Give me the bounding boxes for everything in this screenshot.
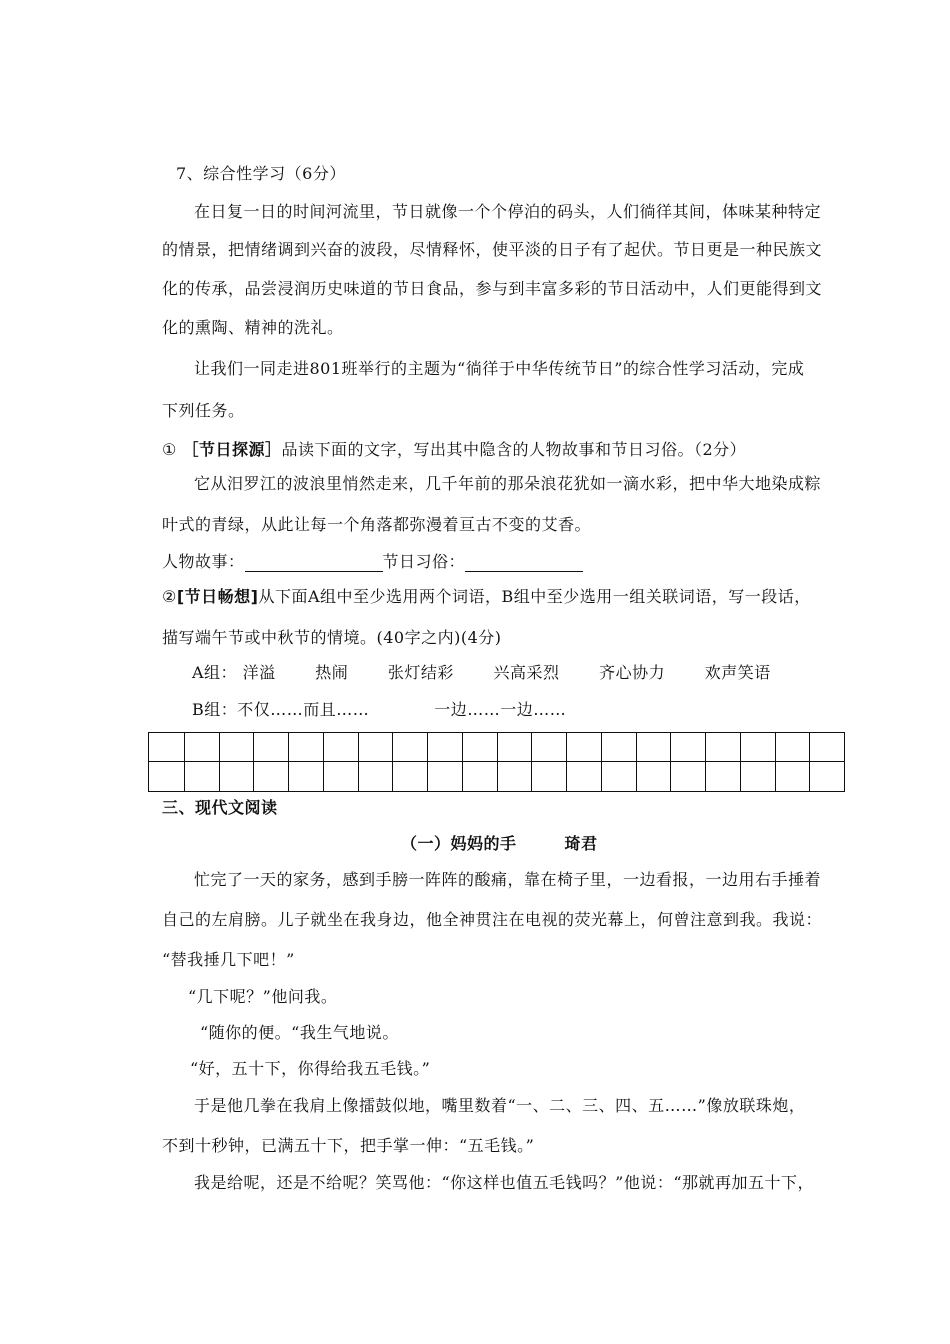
story-blank[interactable] — [245, 555, 383, 572]
group-b-pair: 一边……一边…… — [434, 700, 567, 719]
task1-quote-line2: 叶式的青绿，从此让每一个角落都弥漫着亘古不变的艾香。 — [162, 515, 592, 534]
article-line-8: 不到十秒钟，已满五十下，把手掌一伸：“五毛钱。” — [162, 1136, 535, 1155]
article-line-5: “随你的便。“我生气地说。 — [200, 1023, 399, 1042]
task2-prefix: ② — [162, 587, 177, 606]
q7-para1-line2: 的情景，把情绪调到兴奋的波段，尽情释怀，使平淡的日子有了起伏。节日更是一种民族文 — [162, 240, 823, 259]
article-author: 琦君 — [564, 834, 598, 853]
task1-text: 品读下面的文字，写出其中隐含的人物故事和节日习俗。（2分） — [281, 440, 747, 459]
article-line-3: “替我捶几下吧！” — [162, 950, 295, 969]
q7-para1-line4: 化的熏陶、精神的洗礼。 — [162, 318, 344, 337]
group-a-label: A组： — [192, 663, 238, 682]
group-a-word: 兴高采烈 — [493, 663, 560, 682]
group-a-word: 张灯结彩 — [387, 663, 454, 682]
q7-heading: 7、综合性学习（6分） — [176, 164, 346, 183]
article-line-6: “好，五十下，你得给我五毛钱。” — [190, 1059, 431, 1078]
q7-para1-line3: 化的传承，品尝浸润历史味道的节日食品，参与到丰富多彩的节日活动中，人们更能得到文 — [162, 279, 823, 298]
article-line-7: 于是他几拳在我肩上像擂鼓似地，嘴里数着“一、二、三、四、五……”像放联珠炮， — [194, 1096, 806, 1115]
task1-answer-row — [162, 552, 583, 572]
writing-grid-lines — [149, 733, 844, 791]
task2-instruction — [162, 587, 811, 607]
q7-para2-line2: 下列任务。 — [162, 401, 245, 420]
q7-para2-line1: 让我们一同走进801班举行的主题为“徜徉于中华传统节日”的综合性学习活动，完成 — [194, 359, 805, 378]
group-b — [192, 700, 566, 720]
group-b-label: B组： — [192, 700, 238, 719]
task1-tag: ［节日探源］ — [182, 440, 282, 459]
article-title-row — [401, 834, 598, 854]
task2-text: 从下面A组中至少选用两个词语，B组中至少选用一组关联词语，写一段话， — [258, 587, 811, 606]
task2-instruction-line2: 描写端午节或中秋节的情境。(40字之内)(4分) — [162, 628, 502, 647]
group-b-pair: 不仅……而且…… — [237, 700, 370, 719]
task2-tag: [节日畅想] — [176, 587, 259, 606]
article-line-2: 自己的左肩膀。儿子就坐在我身边，他全神贯注在电视的荧光幕上，何曾注意到我。我说： — [162, 910, 823, 929]
writing-grid[interactable] — [148, 732, 845, 792]
q7-para1-line1: 在日复一日的时间河流里，节日就像一个个停泊的码头，人们徜徉其间，体味某种特定 — [194, 202, 822, 221]
section3-heading: 三、现代文阅读 — [162, 798, 278, 817]
group-a-word: 热闹 — [315, 663, 349, 682]
task1-quote-line1: 它从汨罗江的波浪里悄然走来，几千年前的那朵浪花犹如一滴水彩，把中华大地染成粽 — [194, 474, 822, 493]
article-line-4: “几下呢？”他问我。 — [188, 987, 338, 1006]
article-title: （一）妈妈的手 — [401, 834, 517, 853]
custom-blank[interactable] — [465, 555, 583, 572]
article-line-9: 我是给呢，还是不给呢？笑骂他：“你这样也值五毛钱吗？”他说：“那就再加五十下， — [194, 1173, 815, 1192]
task1-prefix: ① — [162, 440, 177, 459]
group-a-word: 齐心协力 — [599, 663, 666, 682]
story-label: 人物故事： — [162, 552, 245, 571]
group-a-word: 欢声笑语 — [704, 663, 771, 682]
article-line-1: 忙完了一天的家务，感到手膀一阵阵的酸痛，靠在椅子里，一边看报，一边用右手捶着 — [194, 870, 822, 889]
custom-label: 节日习俗： — [382, 552, 466, 571]
task1-instruction — [162, 440, 746, 460]
group-a-word: 洋溢 — [242, 663, 276, 682]
group-a — [192, 663, 805, 683]
